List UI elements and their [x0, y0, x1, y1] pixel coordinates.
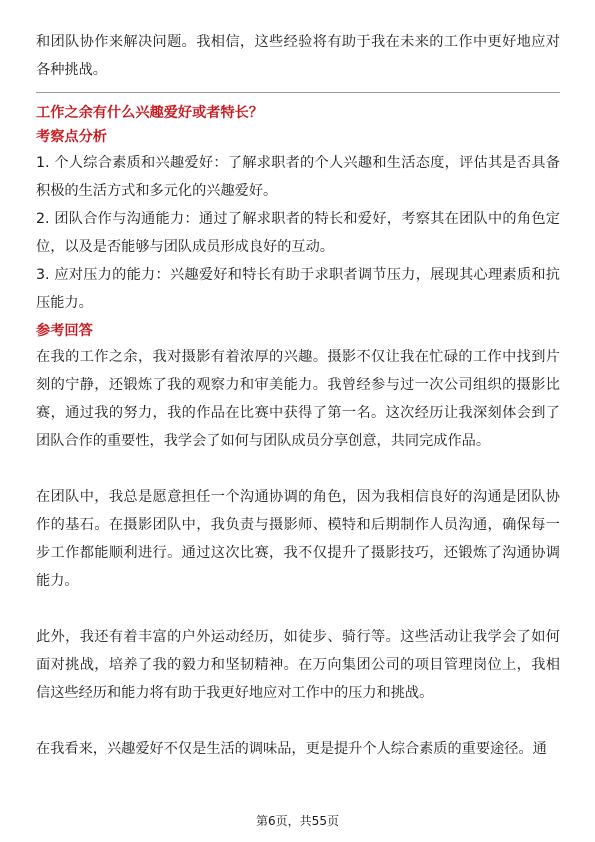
question-heading: 工作之余有什么兴趣爱好或者特长？ [36, 105, 264, 121]
paragraph-gap [36, 707, 560, 735]
paragraph-gap [36, 595, 560, 623]
page-footer: 第6页，共55页 [256, 814, 339, 828]
paragraph-gap [36, 455, 560, 483]
analysis-title: 考察点分析 [36, 129, 107, 145]
answer-paragraph-4: 在我看来，兴趣爱好不仅是生活的调味品，更是提升个人综合素质的重要途径。通 [36, 741, 547, 757]
analysis-item-1: 1. 个人综合素质和兴趣爱好：了解求职者的个人兴趣和生活态度，评估其是否具备积极的生活方式和多元化的兴趣爱好。 [36, 155, 560, 199]
intro-tail-paragraph: 和团队协作来解决问题。我相信，这些经验将有助于我在未来的工作中更好地应对各种挑战。 [36, 34, 560, 78]
answer-paragraph-3: 此外，我还有着丰富的户外运动经历，如徒步、骑行等。这些活动让我学会了如何面对挑战，培养了我的毅力和坚韧精神。在万向集团公司的项目管理岗位上，我相信这些经历和能力将有助于我更好地应对工作中的压力和挑战。 [36, 629, 560, 701]
analysis-item-2: 2. 团队合作与沟通能力：通过了解求职者的特长和爱好，考察其在团队中的角色定位，以及是否能够与团队成员形成良好的互动。 [36, 211, 560, 255]
answer-paragraph-2: 在团队中，我总是愿意担任一个沟通协调的角色，因为我相信良好的沟通是团队协作的基石。在摄影团队中，我负责与摄影师、模特和后期制作人员沟通，确保每一步工作都能顺利进行。通过这次比赛，我不仅提升了摄影技巧，还锻炼了沟通协调能力。 [36, 489, 560, 589]
analysis-item-3: 3. 应对压力的能力：兴趣爱好和特长有助于求职者调节压力，展现其心理素质和抗压能力。 [36, 267, 560, 311]
answer-title: 参考回答 [36, 323, 93, 339]
section-divider [36, 92, 560, 93]
answer-paragraph-1: 在我的工作之余，我对摄影有着浓厚的兴趣。摄影不仅让我在忙碌的工作中找到片刻的宁静，还锻炼了我的观察力和审美能力。我曾经参与过一次公司组织的摄影比赛，通过我的努力，我的作品在比赛中获得了第一名。这次经历让我深刻体会到了团队合作的重要性，我学会了如何与团队成员分享创意，共同完成作品。 [36, 349, 560, 449]
page-content [36, 28, 560, 763]
